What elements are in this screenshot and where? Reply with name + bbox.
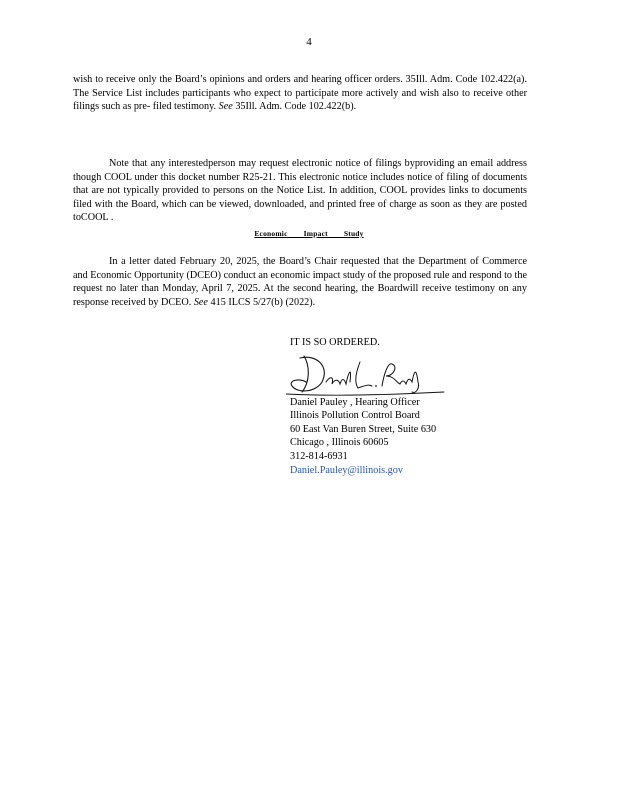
- signer-name-title: Daniel Pauley , Hearing Officer: [290, 396, 420, 408]
- phone-number: 312-814-6931: [290, 450, 348, 462]
- email-link[interactable]: Daniel.Pauley@illinois.gov: [290, 464, 403, 476]
- ordered-line: IT IS SO ORDERED.: [290, 337, 380, 348]
- agency-name: Illinois Pollution Control Board: [290, 410, 420, 422]
- paragraph-service-list-text-b: 35Ill. Adm. Code 102.422(b).: [232, 101, 357, 113]
- city-state-zip: Chicago , Illinois 60605: [290, 437, 389, 449]
- section-heading: [0, 229, 618, 238]
- street-address: 60 East Van Buren Street, Suite 630: [290, 423, 437, 435]
- paragraph-service-list-text-a: wish to receive only the Board’s opinions and orders and hearing officer orders. 35Ill. Adm. Code 102.422(a). The Service List includes participants who expect to participate more actively and wish also to receive other filings such as pre- filed testimony.: [73, 74, 527, 113]
- paragraph-service-list: [73, 73, 527, 114]
- paragraph-electronic-notice-text: Note that any interestedperson may request electronic notice of filings byproviding an email address though COOL under this docket number R25-21. This electronic notice includes notice of filing of documents that are not typically provided to persons on the Notice List. In addition, COOL provides links to documents filed with the Board, which can be viewed, downloaded, and printed free of charge as soon as they are posted toCOOL .: [73, 158, 527, 224]
- paragraph-economic-impact: [73, 255, 527, 309]
- see-citation-signal: See: [193, 296, 208, 308]
- page-number: 4: [306, 36, 312, 48]
- paragraph-electronic-notice: [73, 157, 527, 225]
- paragraph-economic-impact-text-b: 415 ILCS 5/27(b) (2022).: [207, 296, 316, 308]
- handwritten-signature: [286, 352, 446, 398]
- section-heading-text: Economic Impact Study: [254, 229, 364, 238]
- see-citation-signal: See: [218, 101, 233, 113]
- paragraph-economic-impact-text-a: In a letter dated February 20, 2025, the Board’s Chair requested that the Department of Commerce and Economic Opportunity (DCEO) conduct an economic impact study of the proposed rule and respond to the request no later than Monday, April 7, 2025. At the second hearing, the Boardwill receive testimony on any response received by DCEO.: [73, 256, 527, 308]
